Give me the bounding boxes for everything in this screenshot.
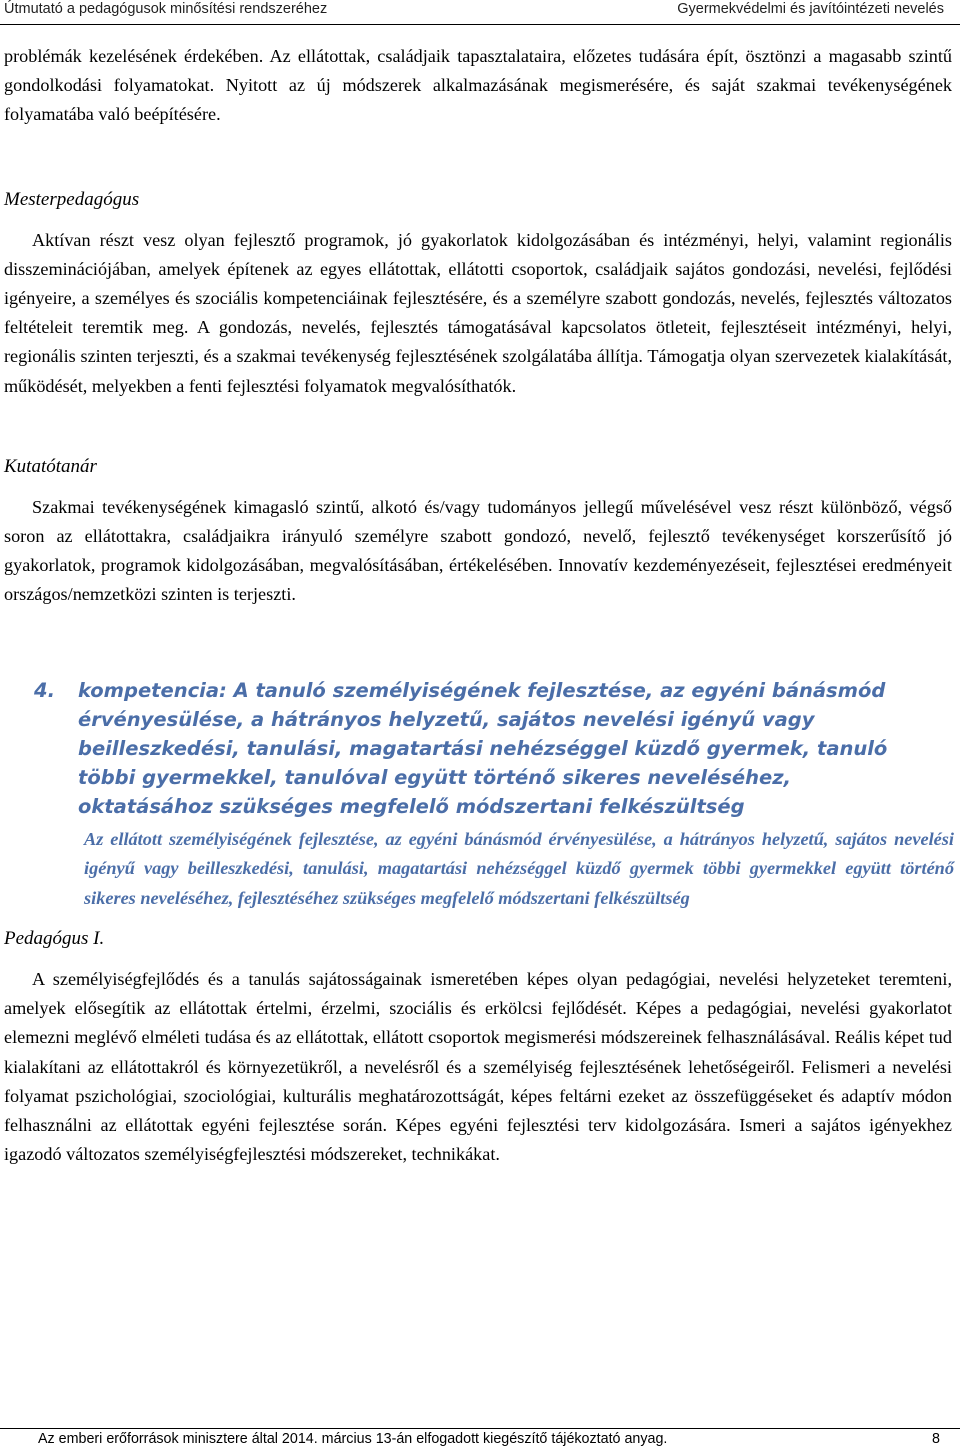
kutatotanar-paragraph: Szakmai tevékenységének kimagasló szintű, alkotó és/vagy tudományos jellegű művelésével vesz részt különböző, végső soron az ellátottakra, családjaikra irányuló személyre szabott gondozó, nevelő, fejlesztő tevékenységet korszerűsítő jó gyakorlatok, programok kidolgozásában, megvalósításában, értékelésében. Innovatív kezdeményezéseit, fejlesztései eredményeit országos/nemzetközi szinten is terjeszti. [4,496,952,605]
mesterpedagogus-paragraph: Aktívan részt vesz olyan fejlesztő programok, jó gyakorlatok kidolgozásában és intézményi, helyi, valamint regionális disszeminációjában, amelyek építenek az egyes ellátottak, ellátotti csoportok, családjaik sajátos gondozási, nevelési, fejlődési igényeire, a személyes és szociális kompetenciáinak fejlesztésére, és a személyre szabott gondozás, nevelés, fejlesztés változatos feltételeit teremtik meg. A gondozás, nevelés, fejlesztés támogatásával kapcsolatos ötleteit, fejlesztéseit intézményi, helyi, regionális szinten terjeszti, és a szakmai tevékenység fejlesztésének szolgálatába állítja. Támogatja olyan szervezetek kialakítását, működését, melyekben a fenti fejlesztési folyamatok megvalósíthatók. [4,229,952,396]
page-content [4,42,952,1169]
section-heading-kutatotanar: Kutatótanár [4,455,97,477]
section-heading-pedagogus-1: Pedagógus I. [4,928,105,950]
page-footer [0,1426,960,1452]
competency-number: 4. [34,678,55,702]
page-header [0,0,960,22]
footer-divider [0,1428,960,1429]
header-divider [0,24,960,25]
page-number: 8 [932,1431,940,1447]
section-heading-mesterpedagogus: Mesterpedagógus [4,188,140,210]
header-document-title: Útmutató a pedagógusok minősítési rendszeréhez [4,1,328,17]
competency-title: kompetencia: A tanuló személyiségének fejlesztése, az egyéni bánásmód érvényesülése, a hátrányos helyzetű, sajátos nevelési igényű vagy beilleszkedési, tanulási, magatartási nehézséggel küzdő gyermek, tanuló többi gyermekkel, tanulóval együtt történő sikeres neveléséhez, oktatásához szükséges megfelelő módszertani felkészültség [78,678,888,818]
competency-subtitle: Az ellátott személyiségének fejlesztése, az egyéni bánásmód érvényesülése, a hátrányos helyzetű, sajátos nevelési igényű vagy beilleszkedési, tanulási, magatartási nehézséggel küzdő gyermek többi gyermekkel együtt történő sikeres neveléséhez, fejlesztéséhez szükséges megfelelő módszertani felkészültség [84,828,954,909]
footer-note: Az emberi erőforrások minisztere által 2014. március 13-án elfogadott kiegészítő tájékoztató anyag. [38,1431,668,1447]
header-section-title: Gyermekvédelmi és javítóintézeti nevelés [677,1,944,17]
intro-paragraph: problémák kezelésének érdekében. Az ellátottak, családjaik tapasztalataira, előzetes tudására épít, ösztönzi a magasabb szintű gondolkodási folyamatokat. Nyitott az új módszerek alkalmazásának megismerésére, és saját szakmai tevékenységének folyamatába való beépítésére. [4,46,952,125]
pedagogus-1-paragraph: A személyiségfejlődés és a tanulás sajátosságainak ismeretében képes olyan pedagógiai, nevelési helyzeteket teremteni, amelyek elősegítik az ellátottak értelmi, érzelmi, szociális és erkölcsi fejlődését. Képes a pedagógiai, nevelési gyakorlatot elemezni meglévő elméleti tudása és az ellátottak, ellátott csoportok megismerési módszereinek felhasználásával. Reális képet tud kialakítani az ellátottakról és környezetükről, a nevelésről és a személyiség fejlesztésének lehetőségeiről. Felismeri a nevelési folyamat pszichológiai, szociológiai, kulturális meghatározottságát, képes feltárni ezeket az összefüggéseket és adaptív módon felhasználni az ellátottak egyéni fejlesztése során. Képes egyéni fejlesztési terv kidolgozására. Ismeri a sajátos igényekhez igazodó változatos személyiségfejlesztési módszereket, technikákat. [4,969,952,1165]
competency-heading [34,676,904,821]
